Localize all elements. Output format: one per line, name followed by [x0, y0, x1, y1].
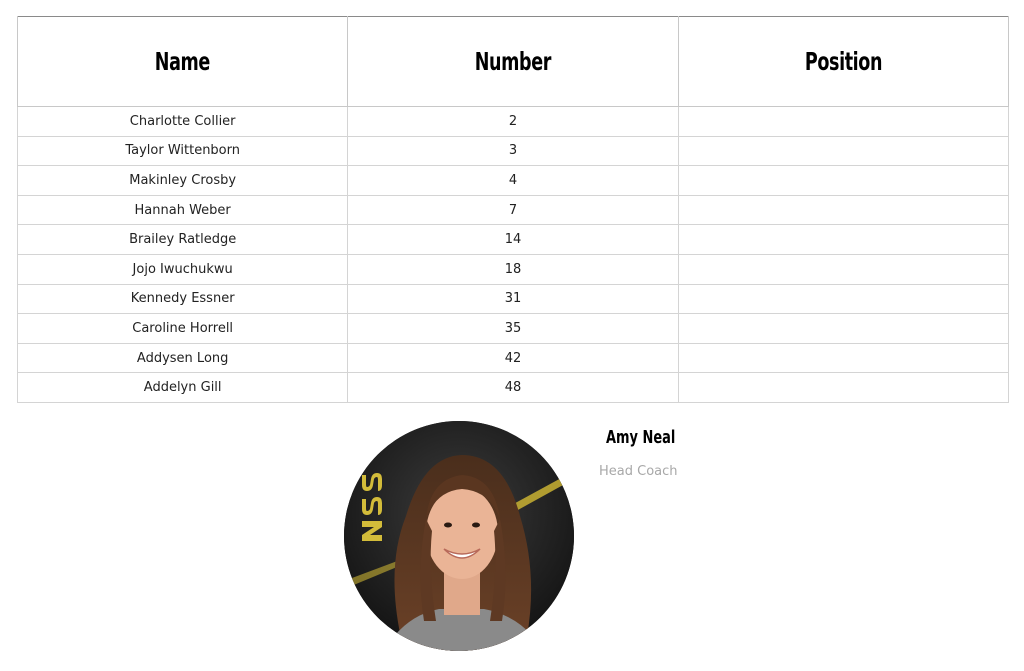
player-number: 3 — [348, 136, 678, 166]
player-position — [678, 343, 1008, 373]
table-row — [18, 107, 1009, 137]
coach-photo — [344, 421, 574, 651]
player-number: 18 — [348, 254, 678, 284]
roster-section — [17, 16, 1009, 403]
table-row — [18, 136, 1009, 166]
player-position — [678, 136, 1008, 166]
player-position — [678, 373, 1008, 403]
player-name: Addysen Long — [18, 343, 348, 373]
player-name: Makinley Crosby — [18, 166, 348, 196]
table-row — [18, 314, 1009, 344]
column-header-number-label: Number — [474, 47, 552, 76]
column-header-name — [18, 17, 348, 107]
player-name: Charlotte Collier — [18, 107, 348, 137]
player-number: 7 — [348, 195, 678, 225]
roster-header-row — [18, 17, 1009, 107]
coach-title: Head Coach — [599, 464, 678, 479]
player-number: 2 — [348, 107, 678, 137]
column-header-name-label: Name — [155, 47, 211, 76]
coach-name: Amy Neal — [606, 427, 676, 448]
player-number: 14 — [348, 225, 678, 255]
player-position — [678, 314, 1008, 344]
table-row — [18, 284, 1009, 314]
roster-table — [17, 16, 1009, 403]
player-position — [678, 225, 1008, 255]
player-number: 42 — [348, 343, 678, 373]
coach-card — [344, 421, 744, 651]
table-row — [18, 373, 1009, 403]
player-position — [678, 254, 1008, 284]
table-row — [18, 225, 1009, 255]
player-name: Caroline Horrell — [18, 314, 348, 344]
player-name: Addelyn Gill — [18, 373, 348, 403]
player-position — [678, 284, 1008, 314]
player-number: 48 — [348, 373, 678, 403]
player-position — [678, 195, 1008, 225]
player-position — [678, 107, 1008, 137]
player-position — [678, 166, 1008, 196]
table-row — [18, 343, 1009, 373]
column-header-position — [678, 17, 1008, 107]
player-name: Hannah Weber — [18, 195, 348, 225]
player-number: 35 — [348, 314, 678, 344]
player-name: Kennedy Essner — [18, 284, 348, 314]
coach-photo-icon — [344, 421, 574, 651]
player-name: Taylor Wittenborn — [18, 136, 348, 166]
player-number: 4 — [348, 166, 678, 196]
player-name: Jojo Iwuchukwu — [18, 254, 348, 284]
table-row — [18, 166, 1009, 196]
player-name: Brailey Ratledge — [18, 225, 348, 255]
player-number: 31 — [348, 284, 678, 314]
column-header-position-label: Position — [804, 47, 882, 76]
column-header-number — [348, 17, 678, 107]
table-row — [18, 254, 1009, 284]
table-row — [18, 195, 1009, 225]
